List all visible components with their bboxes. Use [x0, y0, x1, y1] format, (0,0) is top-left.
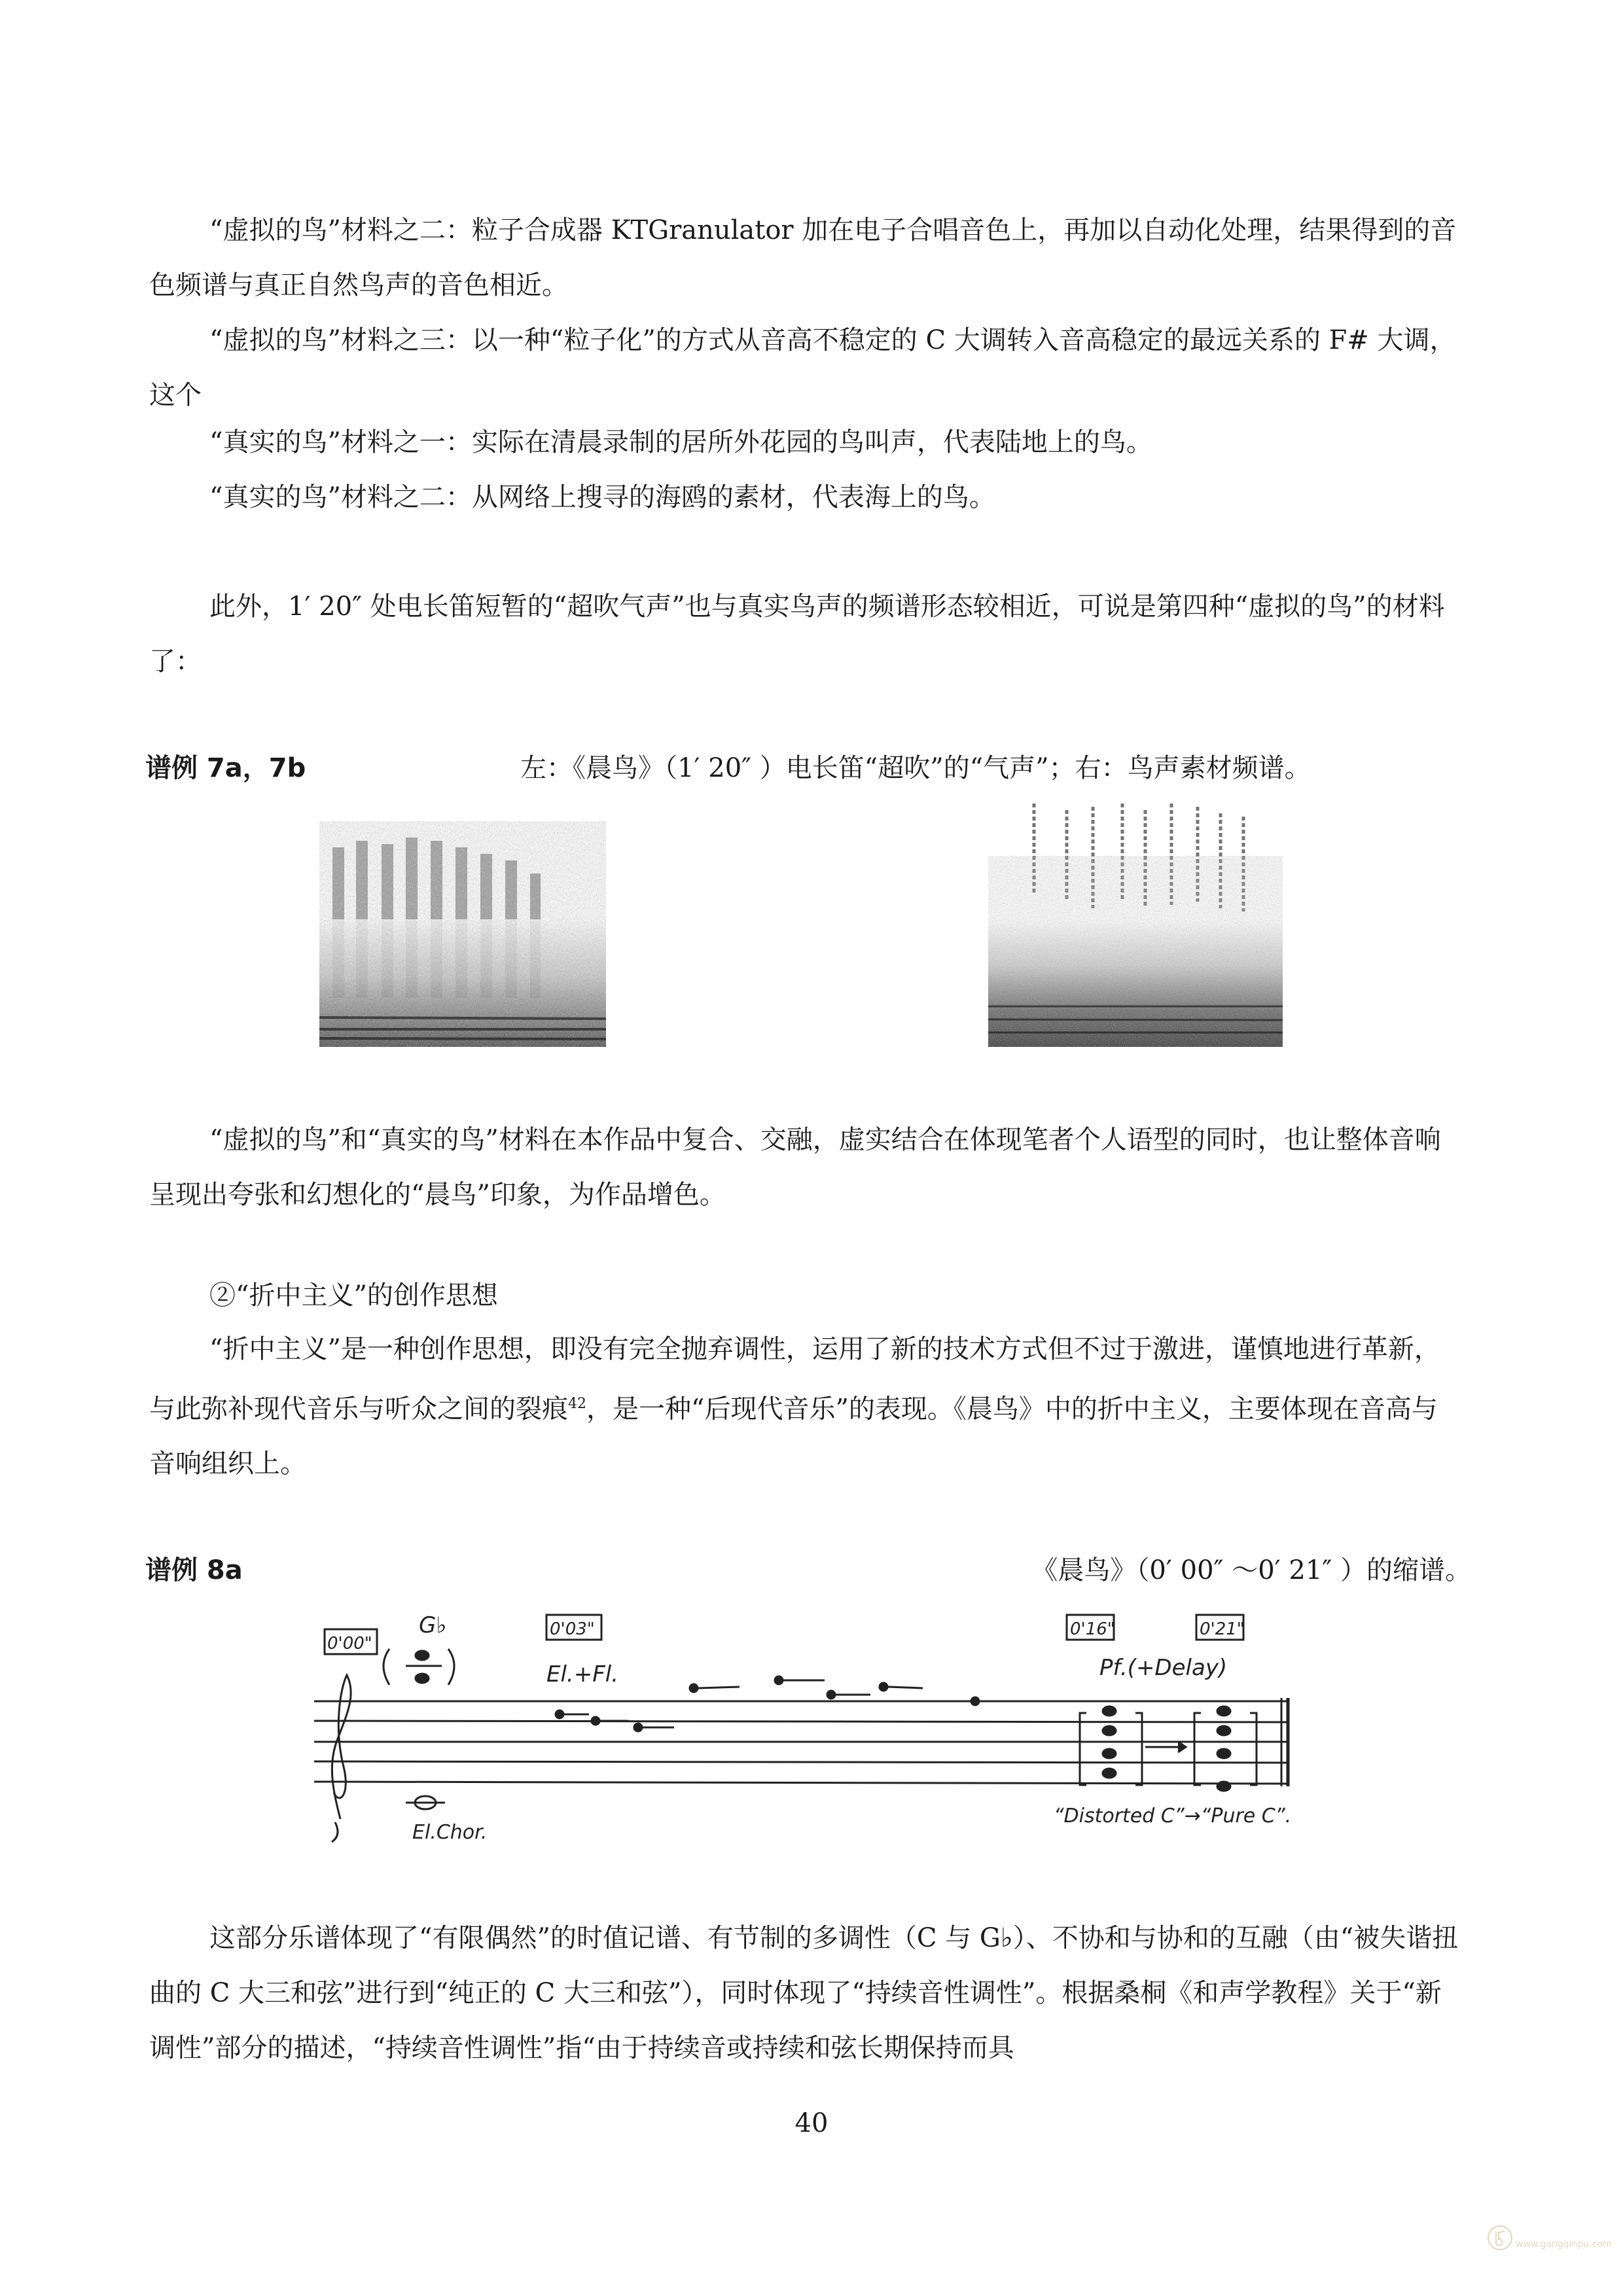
spectrogram-flute-figure [319, 821, 606, 1047]
eclecticism-text: “折中主义”是一种创作思想，即没有完全抛弃调性，运用了新的技术方式但不过于激进，谨慎地进行革新，与此弥补现代音乐与听众之间的裂痕 [149, 1334, 1440, 1424]
choir-whole-note [406, 1796, 445, 1809]
treble-clef [332, 1675, 351, 1842]
paragraph-virtual-bird-3: “虚拟的鸟”材料之三：以一种“粒子化”的方式从音高不稳定的 C 大调转入音高稳定的最远关系的 F# 大调，这个 [149, 325, 1456, 410]
paragraph-eclecticism [149, 1322, 1461, 1491]
short-score-figure [308, 1597, 1302, 1858]
paragraph-material-fusion: “虚拟的鸟”和“真实的鸟”材料在本作品中复合、交融，虚实结合在体现笔者个人语型的同时，也让整体音响呈现出夸张和幻想化的“晨鸟”印象，为作品增色。 [149, 1125, 1441, 1210]
el-chor-label: El.Chor. [412, 1821, 488, 1844]
paragraph-virtual-bird-2: “虚拟的鸟”材料之二：粒子合成器 KTGranulator 加在电子合唱音色上，再加以自动化处理，结果得到的音色频谱与真正自然鸟声的音色相近。 [149, 215, 1457, 300]
flute-line [556, 1676, 1021, 1731]
gb-chord-label: G♭ [419, 1612, 447, 1638]
spectrogram-birdsong-figure [988, 804, 1283, 1047]
pure-c-chord [1194, 1706, 1257, 1791]
gb-chord [383, 1649, 454, 1685]
distorted-to-pure-label: “Distorted C”→“Pure C”. [1054, 1805, 1292, 1828]
example-8-label: 谱例 8a [145, 1555, 243, 1585]
time-mark-0-16: 0'16" [1070, 1619, 1115, 1639]
time-mark-0-00: 0'00" [327, 1634, 372, 1653]
example-7-caption: 左：《晨鸟》（1′ 20″ ）电长笛“超吹”的“气声”；右：鸟声素材频谱。 [520, 753, 1311, 783]
example-7-label: 谱例 7a，7b [145, 753, 306, 783]
example-8-caption: 《晨鸟》（0′ 00″ ～0′ 21″ ）的缩谱。 [1031, 1555, 1471, 1585]
distorted-c-chord [1080, 1706, 1186, 1785]
paragraph-real-bird-2: “真实的鸟”材料之二：从网络上搜寻的海鸥的素材，代表海上的鸟。 [209, 482, 995, 512]
paragraph-score-analysis: 这部分乐谱体现了“有限偶然”的时值记谱、有节制的多调性（C 与 G♭）、不协和与协和的互融（由“被失谐扭曲的 C 大三和弦”进行到“纯正的 C 大三和弦”），同时体现了“持续音性调性”。根据桑桐《和声学教程》关于“新调性”部分的描述，“持续音性调性”指“由于持续音或持续和弦长期保持而具 [149, 1923, 1459, 2063]
section-heading-eclecticism: ②“折中主义”的创作思想 [209, 1280, 498, 1311]
watermark-url: www.gangqinpu.com [1516, 2239, 1612, 2250]
watermark-logo [1486, 2218, 1612, 2257]
eclecticism-text-rest: ，是一种“后现代音乐”的表现。《晨鸟》中的折中主义，主要体现在音高与音响组织上。 [149, 1394, 1438, 1479]
footnote-ref-42: 42 [568, 1396, 586, 1412]
paragraph-fourth-material: 此外，1′ 20″ 处电长笛短暂的“超吹气声”也与真实鸟声的频谱形态较相近，可说是第四种“虚拟的鸟”的材料了： [149, 592, 1445, 677]
el-fl-label: El.+Fl. [546, 1661, 619, 1687]
pf-delay-label: Pf.(+Delay) [1099, 1655, 1228, 1681]
time-mark-0-21: 0'21" [1200, 1619, 1245, 1639]
page-number: 40 [794, 2108, 829, 2138]
time-mark-0-03: 0'03" [550, 1619, 595, 1639]
paragraph-real-bird-1: “真实的鸟”材料之一：实际在清晨录制的居所外花园的鸟叫声，代表陆地上的鸟。 [209, 427, 1152, 457]
